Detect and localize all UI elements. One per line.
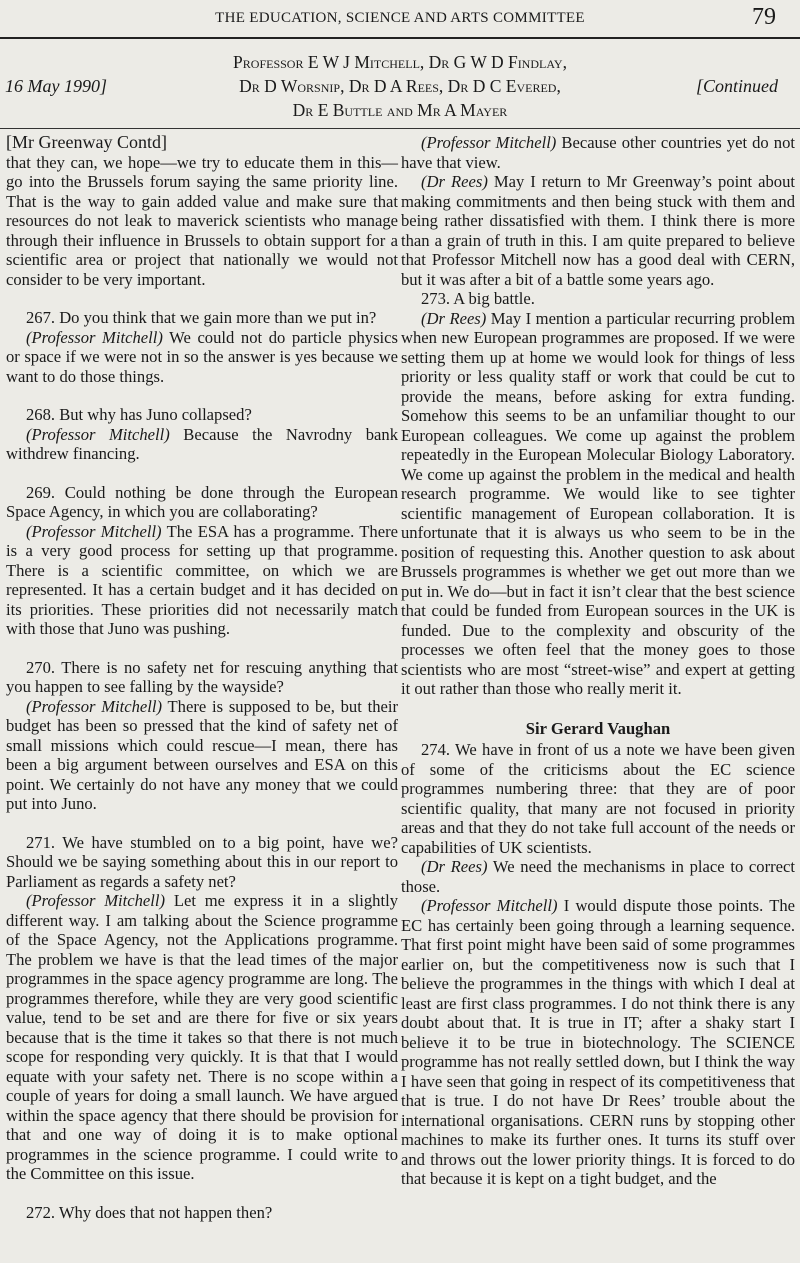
answer-text: May I return to Mr Greenway’s point about making commitments and then being stuck with them and being rather dissatisfied with them. I think there is more than a grain of truth in this. I am quite prepared to believe that Professor Mitchell now has a good deal with CERN, but it was after a bit of a battle some years ago. <box>401 172 795 289</box>
answer-rees-1 <box>401 172 795 289</box>
answer-267 <box>6 328 398 387</box>
running-head-title: THE EDUCATION, SCIENCE AND ARTS COMMITTEE <box>215 9 585 26</box>
answer-269 <box>6 522 398 639</box>
answer-text: May I mention a particular recurring problem when new European programmes are proposed. If we were setting them up at home we would look for things of less priority or less quality staff or work that could be cut to provide the means, before asking for extra funding. Somehow this seems to be an unfamiliar thought to our European colleagues. We come up against the problem repeatedly in the European Molecular Biology Laboratory. We come up against the problem in the medical and health research programme. We would like to see tighter scientific management of European collaboration. It is unfortunate that it is always us who seem to be in the position of requesting this. Another question to ask about Brussels programmes is whether we get out more than we put in. We do—but in fact it isn’t clear that the best science that could be funded from European sources in the UK is funded. Due to the complexity and obscurity of the processes we often feel that the money goes to those scientists who are most “street-wise” and expert at getting it out rather than those who really merit it. <box>401 308 795 698</box>
speaker-name: (Professor Mitchell) <box>26 521 162 541</box>
answer-rees-2 <box>401 309 795 699</box>
answer-text: We need the mechanisms in place to correct those. <box>401 857 795 896</box>
answer-mitchell <box>401 896 795 1189</box>
answer-268 <box>6 425 398 464</box>
witness-block <box>0 50 800 124</box>
speaker-name: (Professor Mitchell) <box>26 327 163 347</box>
left-column <box>6 133 398 1222</box>
question-271: 271. We have stumbled on to a big point, have we? Should we be saying something about this in our report to Parliament as regards a safety net? <box>6 832 398 891</box>
answer-text: Let me express it in a slightly different way. I am talking about the Science programme of the Space Agency, not the Applications programme. The problem we have is that the lead times of the major programmes in the space agency programme are long. The programmes therefore, while they are very good scientific value, tend to be set and are there for five or six years because that is the time it takes so that there is not much scope for responding very quickly. It is that that I would equate with your safety net. There is no scope within a couple of years for doing a small launch. We have argued within the space agency that there should be provision for that and one way of doing it is to make optional programmes in the science programme. I could write to the Committee on this issue. <box>6 891 398 1183</box>
running-header <box>0 0 800 36</box>
answer-text: We could not do particle physics or space if we were not in so the answer is yes because we want to do those things. <box>6 327 398 386</box>
question-269: 269. Could nothing be done through the European Space Agency, in which you are collaborating? <box>6 482 398 521</box>
question-270: 270. There is no safety net for rescuing anything that you happen to see falling by the wayside? <box>6 657 398 696</box>
page-number: 79 <box>752 4 776 30</box>
answer-rees-3 <box>401 857 795 896</box>
speaker-name: (Dr Rees) <box>421 308 487 328</box>
answer-text: I would dispute those points. The EC has certainly been going through a learning sequence. That first point might have been said of some programmes earlier on, but the competitiveness now is such that I believe the programmes in the things with which I deal at least are first class programmes. I do not think there is any doubt about that. It is true in IT; after a shaky start I believe it to be true in biotechnology. The SCIENCE programme has not really settled down, but I think the way I have seen that going in respect of its competitiveness that that is true. I do not have Dr Rees’ trouble about the international organisations. CERN runs by stopping other machines to make its further ones. It turns its stuff over and throws out the lower priority things. It is forced to do that because it is kept on a tight budget, and the <box>401 896 795 1188</box>
speaker-label: [Mr Greenway Contd] <box>6 132 167 152</box>
witness-rule <box>0 128 800 129</box>
speaker-name: (Professor Mitchell) <box>421 133 557 152</box>
answer-text: There is supposed to be, but their budget has been so pressed that the kind of safety net of small missions which could rescue—I mean, there has been a big argument between ourselves and ESA on this point. We certainly do not have any money that we could put into Juno. <box>6 696 398 813</box>
paragraph: that they can, we hope—we try to educate them in this—go into the Brussels forum saying the same priority line. That is the way to gain added value and make sure that resources do not leak to maverick scientists who manage through their influence in Brussels to obtain support for a scientific area or project that nationally we would not consider to be very important. <box>6 152 398 289</box>
speaker-name: (Dr Rees) <box>421 172 488 191</box>
question-272: 272. Why does that not happen then? <box>26 1202 273 1222</box>
continued-label: [Continued <box>695 76 778 96</box>
witness-line-2: Dr D Worsnip, Dr D A Rees, Dr D C Evered, <box>239 76 561 96</box>
question-274: 274. We have in front of us a note we have been given of some of the criticisms about the EC science programmes numbering three: that they are of poor scientific quality, that many are not focused in priority areas and that they do not take full account of the needs or capabilities of UK scientists. <box>401 740 795 857</box>
right-column <box>401 133 795 1189</box>
answer-text: Because the Navrodny bank withdrew financing. <box>6 424 398 463</box>
question-268: 268. But why has Juno collapsed? <box>26 405 252 424</box>
answer-271 <box>6 891 398 1184</box>
witness-line-3: Dr E Buttle and Mr A Mayer <box>292 100 508 120</box>
question-267: 267. Do you think that we gain more than we put in? <box>26 308 377 327</box>
speaker-name: (Dr Rees) <box>421 857 488 876</box>
answer-272 <box>401 133 795 172</box>
question-273: 273. A big battle. <box>421 289 535 308</box>
speaker-name: (Professor Mitchell) <box>26 891 166 910</box>
witness-names <box>150 50 650 122</box>
answer-270 <box>6 697 398 814</box>
speaker-name: (Professor Mitchell) <box>26 696 163 716</box>
speaker-name: (Professor Mitchell) <box>26 424 170 444</box>
speaker-name: (Professor Mitchell) <box>421 896 558 915</box>
answer-text: The ESA has a programme. There is a very good process for setting up that programme. There is a scientific committee, on which we are represented. It has a certain budget and it has decided on its priorities. These priorities did not necessarily match with those that Juno was pushing. <box>6 521 398 638</box>
answer-text: Because other countries yet do not have that view. <box>401 133 795 172</box>
witness-line-1: Professor E W J Mitchell, Dr G W D Findlay, <box>233 52 567 72</box>
session-date: 16 May 1990] <box>5 76 107 96</box>
header-rule <box>0 37 800 39</box>
section-heading: Sir Gerard Vaughan <box>525 718 671 738</box>
